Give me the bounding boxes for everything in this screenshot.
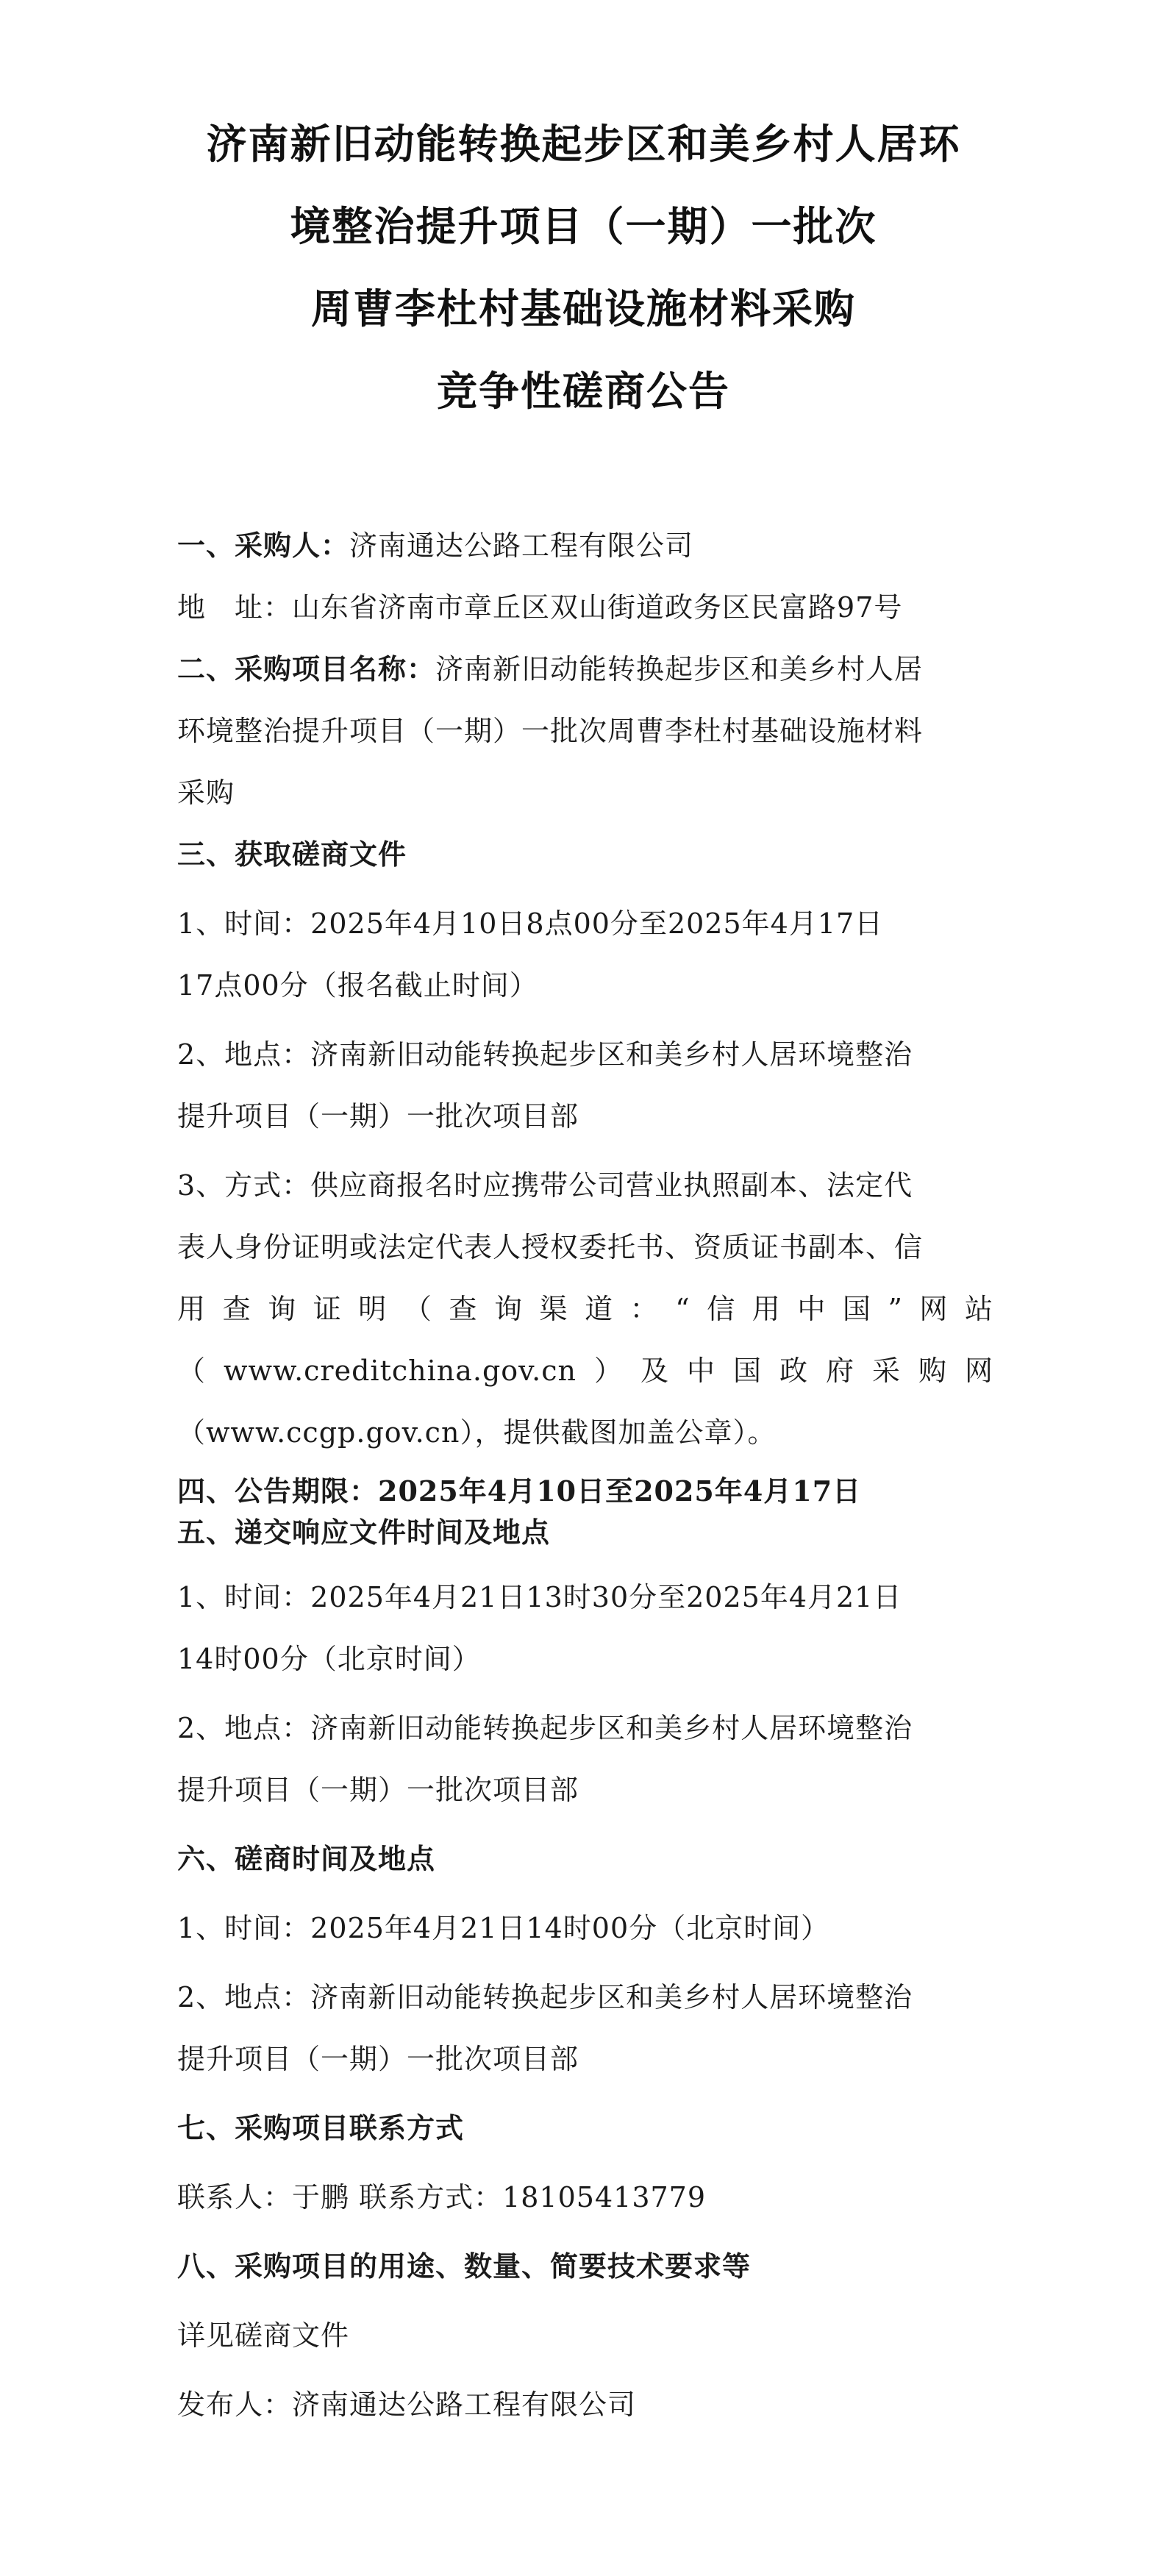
purchaser-label: 一、采购人： bbox=[177, 529, 350, 562]
address-line bbox=[177, 577, 993, 638]
obtain-heading: 三、获取磋商文件 bbox=[177, 838, 407, 871]
document-body bbox=[177, 515, 993, 2436]
submit-place-line-1: 2、地点：济南新旧动能转换起步区和美乡村人居环境整治 bbox=[177, 1712, 913, 1744]
submit-heading: 五、递交响应文件时间及地点 bbox=[177, 1516, 551, 1549]
obtain-time-line-2: 17点00分（报名截止时间） bbox=[177, 969, 538, 1002]
address-value: 山东省济南市章丘区双山街道政务区民富路97号 bbox=[292, 591, 903, 624]
obtain-method-line-1: 3、方式：供应商报名时应携带公司营业执照副本、法定代 bbox=[177, 1169, 913, 1202]
obtain-method-line-5: （www.ccgp.gov.cn），提供截图加盖公章）。 bbox=[177, 1416, 777, 1449]
obtain-method-line-3: 用查询证明（查询渠道：“信用中国”网站 bbox=[177, 1293, 993, 1325]
title-line-2: 境整治提升项目（一期）一批次 bbox=[290, 203, 877, 250]
title-line-4: 竞争性磋商公告 bbox=[436, 368, 730, 415]
document-title bbox=[0, 103, 1167, 432]
submit-place-line-2: 提升项目（一期）一批次项目部 bbox=[177, 1774, 579, 1806]
project-name-part-1: 济南新旧动能转换起步区和美乡村人居 bbox=[435, 653, 924, 685]
obtain-place-line-2: 提升项目（一期）一批次项目部 bbox=[177, 1100, 579, 1132]
purchaser-line bbox=[177, 515, 993, 577]
project-label: 二、采购项目名称： bbox=[177, 652, 436, 685]
obtain-place-line-1: 2、地点：济南新旧动能转换起步区和美乡村人居环境整治 bbox=[177, 1038, 913, 1071]
address-label: 地 址： bbox=[177, 591, 293, 624]
project-name-line-3: 采购 bbox=[177, 777, 235, 809]
consult-place-line-2: 提升项目（一期）一批次项目部 bbox=[177, 2043, 579, 2075]
consult-heading: 六、磋商时间及地点 bbox=[177, 1842, 436, 1875]
project-name-line-2: 环境整治提升项目（一期）一批次周曹李杜村基础设施材料 bbox=[177, 715, 924, 747]
usage-text: 详见磋商文件 bbox=[177, 2319, 350, 2352]
submit-time-line-1: 1、时间：2025年4月21日13时30分至2025年4月21日 bbox=[177, 1581, 902, 1613]
obtain-method-line-4: （www.creditchina.gov.cn）及中国政府采购网 bbox=[177, 1355, 993, 1387]
publisher: 发布人：济南通达公路工程有限公司 bbox=[177, 2388, 637, 2421]
usage-heading: 八、采购项目的用途、数量、简要技术要求等 bbox=[177, 2249, 752, 2283]
obtain-time-line-1: 1、时间：2025年4月10日8点00分至2025年4月17日 bbox=[177, 907, 884, 940]
contact-info: 联系人：于鹏 联系方式：18105413779 bbox=[177, 2181, 707, 2213]
consult-time: 1、时间：2025年4月21日14时00分（北京时间） bbox=[177, 1912, 830, 1944]
obtain-method-line-2: 表人身份证明或法定代表人授权委托书、资质证书副本、信 bbox=[177, 1231, 924, 1263]
title-line-1: 济南新旧动能转换起步区和美乡村人居环 bbox=[206, 121, 961, 168]
submit-time-line-2: 14时00分（北京时间） bbox=[177, 1643, 481, 1675]
consult-place-line-1: 2、地点：济南新旧动能转换起步区和美乡村人居环境整治 bbox=[177, 1981, 913, 2013]
notice-period: 四、公告期限：2025年4月10日至2025年4月17日 bbox=[177, 1474, 862, 1508]
contact-heading: 七、采购项目联系方式 bbox=[177, 2111, 465, 2144]
purchaser-name: 济南通达公路工程有限公司 bbox=[349, 529, 694, 562]
title-line-3: 周曹李杜村基础设施材料采购 bbox=[310, 285, 856, 332]
project-name-line-1 bbox=[177, 638, 993, 700]
